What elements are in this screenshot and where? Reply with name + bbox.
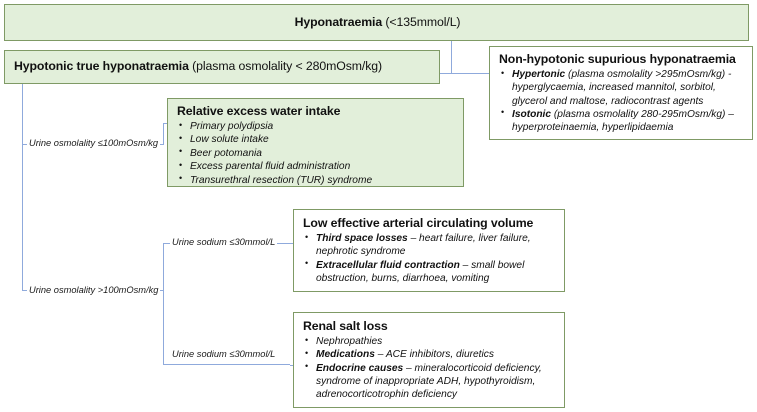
bullet-rest: Beer potomania <box>190 147 262 159</box>
low-effective-volume-bullet-list <box>303 232 557 285</box>
edge-label-urine-osmolality-high: Urine osmolality >100mOsm/kg <box>29 285 159 295</box>
connector-osm-low-riser <box>163 123 164 145</box>
hypotonic-box-title <box>14 59 382 74</box>
list-item <box>303 259 557 286</box>
relative-excess-water-title: Relative excess water intake <box>177 104 341 118</box>
list-item <box>177 160 456 173</box>
bullet-rest: (plasma osmolality 280-295mOsm/kg) – hyperproteinaemia, hyperlipidaemia <box>512 108 734 134</box>
list-item <box>499 68 745 108</box>
bullet-rest: Nephropathies <box>316 336 383 347</box>
list-item <box>499 108 745 135</box>
list-item <box>177 120 456 133</box>
edge-label-urine-osmolality-low: Urine osmolality ≤100mOsm/kg <box>29 138 159 148</box>
urine-osmolality-bracket <box>22 144 164 291</box>
renal-salt-loss-bullet-list <box>303 335 557 402</box>
low-effective-volume-box <box>293 209 565 292</box>
relative-excess-water-box <box>167 98 464 187</box>
list-item <box>303 335 557 348</box>
root-title-regular: (<135mmol/L) <box>382 14 461 29</box>
relative-excess-water-bullet-list <box>177 120 456 187</box>
hypotonic-box <box>4 50 440 84</box>
bullet-rest: Primary polydipsia <box>190 121 274 132</box>
edge-label-urine-sodium-lower: Urine sodium ≤30mmol/L <box>172 349 276 359</box>
edge-label-urine-sodium-upper: Urine sodium ≤30mmol/L <box>172 237 276 247</box>
urine-sodium-bracket <box>163 243 290 365</box>
bullet-rest: – ACE inhibitors, diuretics <box>374 349 494 361</box>
root-box-hyponatraemia <box>4 4 749 41</box>
connector-root-stem <box>451 41 452 73</box>
non-hypotonic-box <box>489 46 753 140</box>
bullet-lead: Third space losses <box>316 233 408 244</box>
bullet-lead: Medications <box>316 349 375 361</box>
connector-tier1-horizontal <box>451 73 489 74</box>
list-item <box>303 362 557 402</box>
bullet-rest: – heart failure, liver failure, nephrotic syndrome <box>316 233 531 258</box>
bullet-rest: – mineralocorticoid deficiency, syndrome of inappropriate ADH, hypothyroidism, adrenocorticotrophin deficiency <box>316 362 542 401</box>
bullet-lead: Endocrine causes <box>316 362 404 374</box>
list-item <box>177 133 456 146</box>
bullet-lead: Extracellular fluid contraction <box>316 259 460 271</box>
bullet-rest: – small bowel obstruction, burns, diarrhoea, vomiting <box>316 259 525 284</box>
hypotonic-title-bold: Hypotonic true hyponatraemia <box>14 59 189 73</box>
hypotonic-title-regular: (plasma osmolality < 280mOsm/kg) <box>188 59 383 73</box>
renal-salt-loss-box <box>293 312 565 408</box>
connector-tier1-to-hypotonic <box>440 73 452 74</box>
bullet-rest: Low solute intake <box>190 134 269 146</box>
non-hypotonic-box-title: Non-hypotonic supurious hyponatraemia <box>499 52 736 66</box>
bullet-lead: Isotonic <box>512 108 552 120</box>
list-item <box>177 174 456 187</box>
root-title-bold: Hyponatraemia <box>294 14 383 29</box>
bullet-rest: Transurethral resection (TUR) syndrome <box>190 174 373 186</box>
list-item <box>303 232 557 259</box>
root-box-title <box>295 15 461 30</box>
low-effective-volume-title: Low effective arterial circulating volume <box>303 216 534 230</box>
bullet-rest: Excess parental fluid administration <box>190 161 351 173</box>
list-item <box>303 348 557 361</box>
non-hypotonic-bullet-list <box>499 68 745 134</box>
connector-na-left-spine <box>163 243 164 365</box>
list-item <box>177 147 456 160</box>
bullet-rest: (plasma osmolality >295mOsm/kg) - hyperglycaemia, increased mannitol, sorbitol, glycerol and maltose, radiocontrast agents <box>512 69 732 107</box>
bullet-lead: Hypertonic <box>512 69 566 80</box>
renal-salt-loss-title: Renal salt loss <box>303 319 388 333</box>
